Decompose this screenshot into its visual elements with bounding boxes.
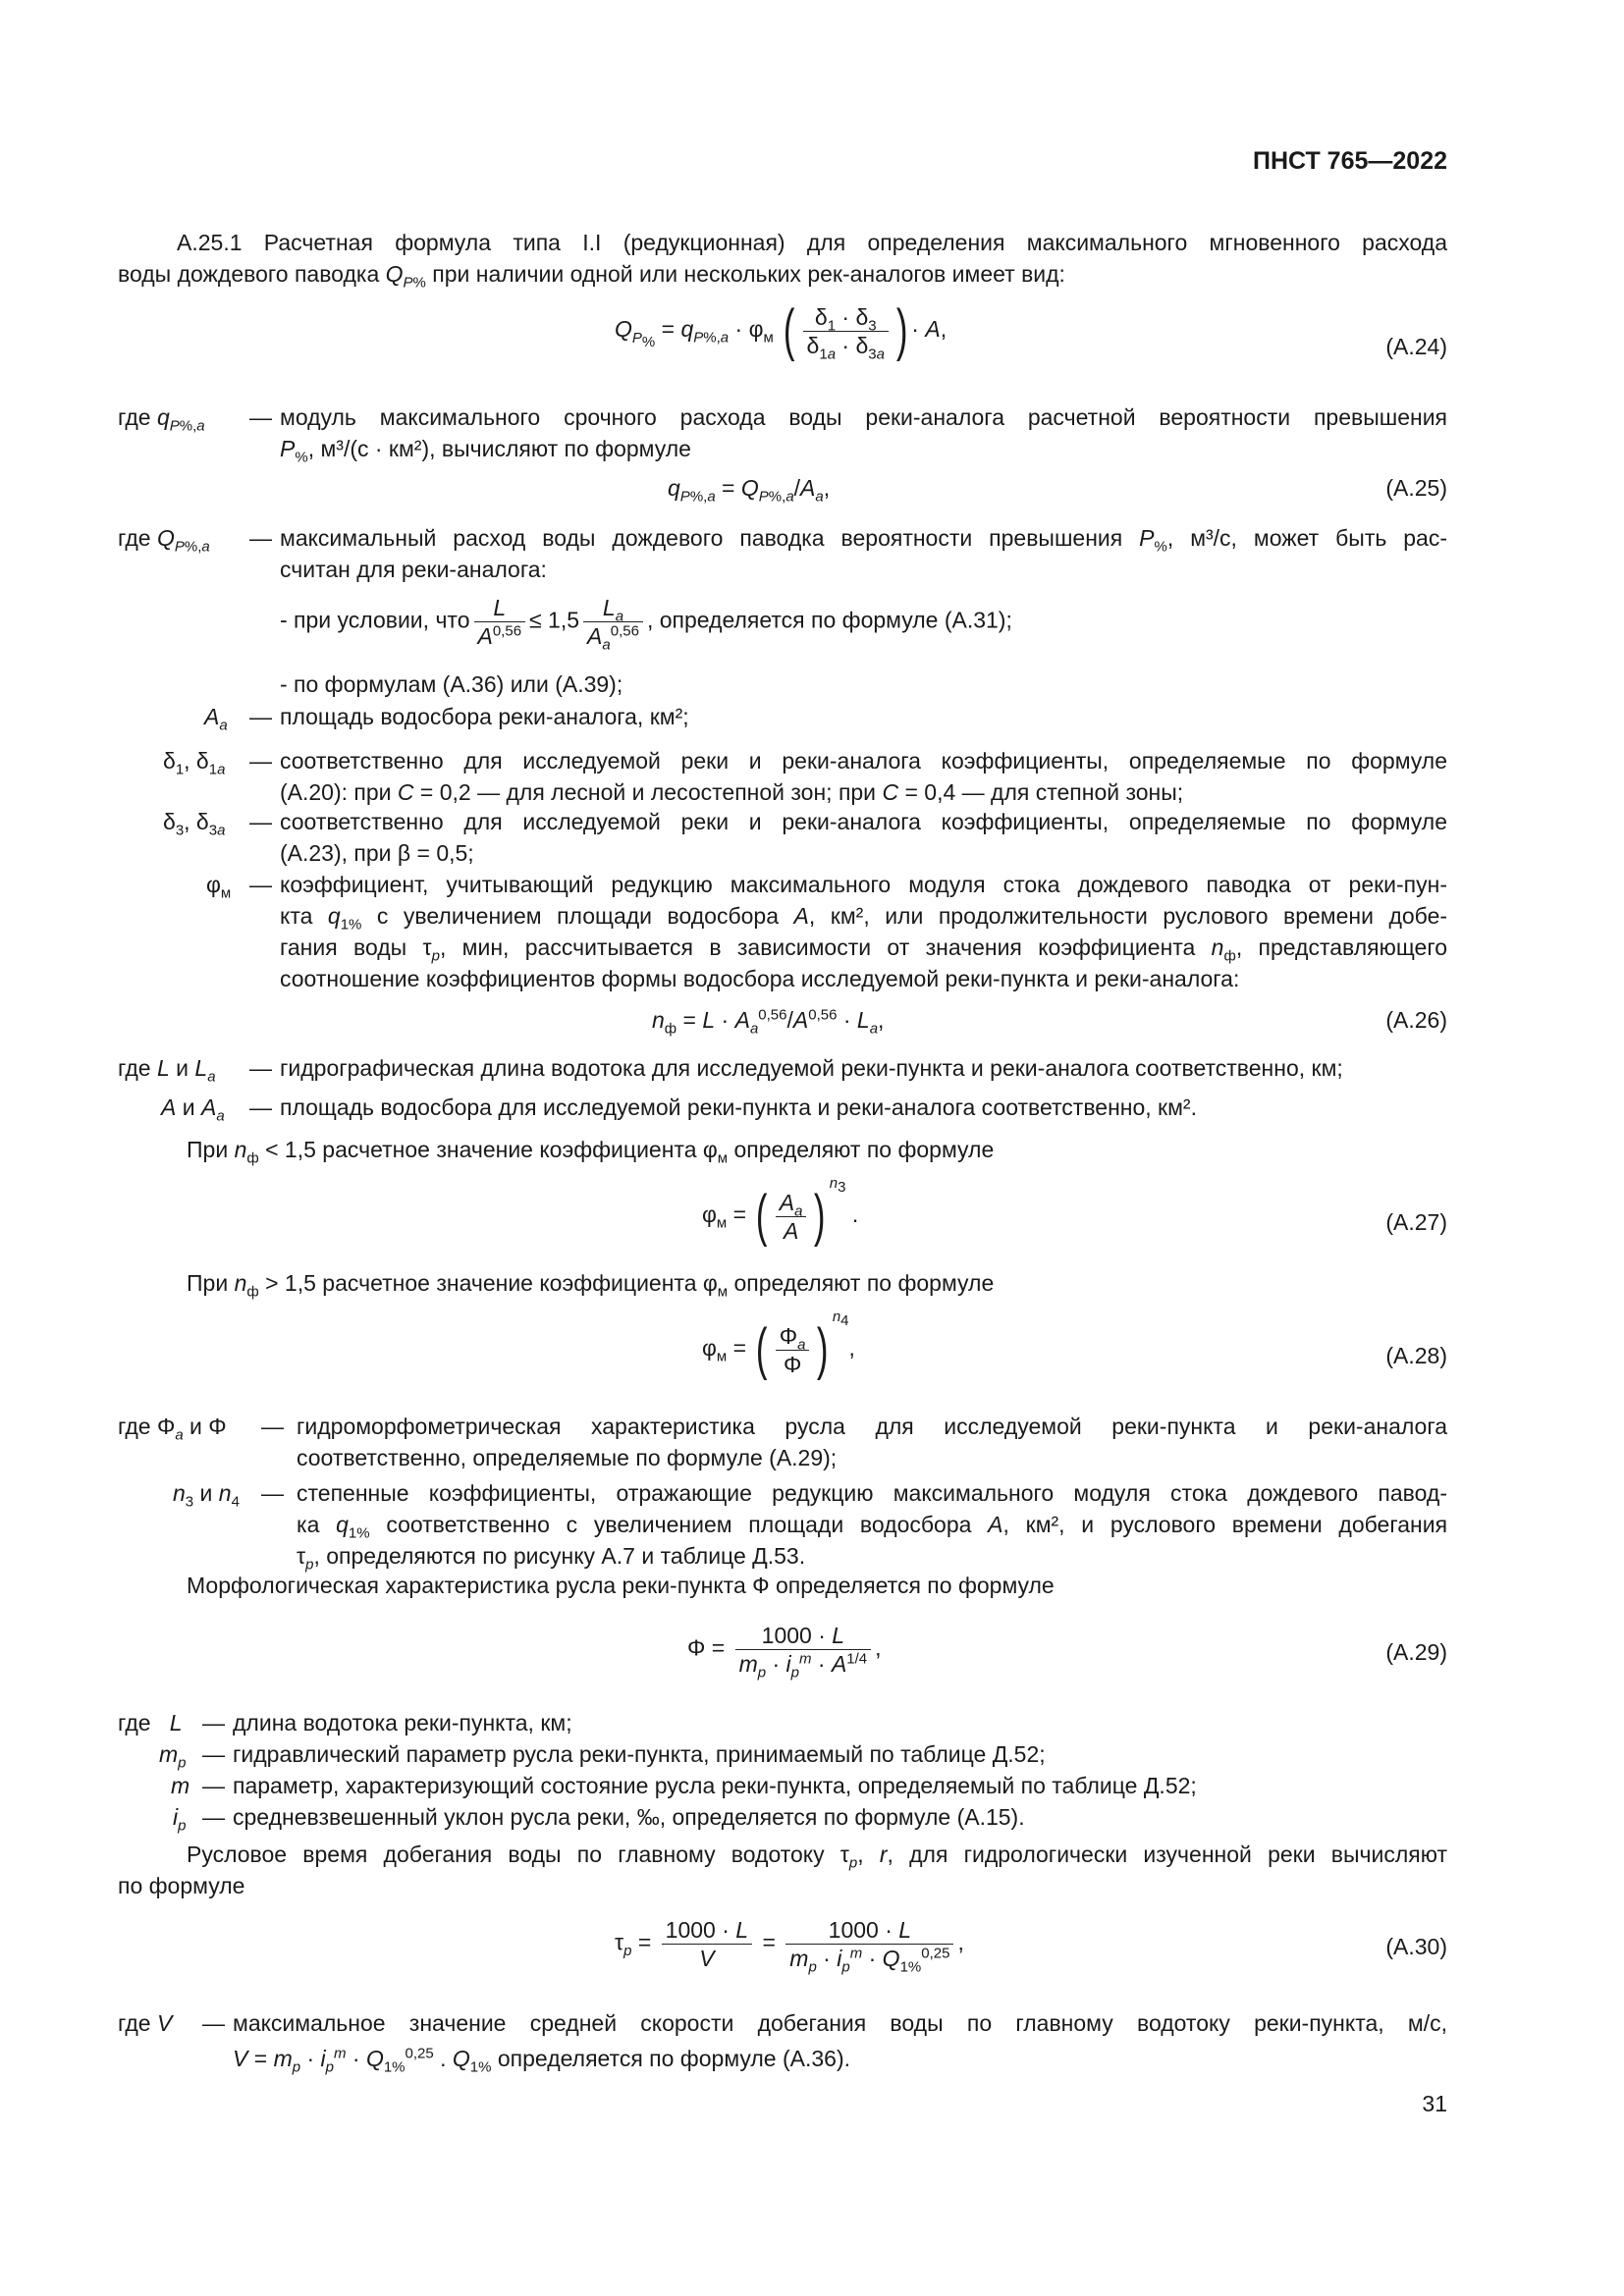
dash: —: [249, 1055, 272, 1081]
q-definition-line2: $P_{\%}$, м³/(с · км²), вычисляют по формуле: [280, 436, 691, 466]
phi-definition-line4: соотношение коэффициентов формы водосбора исследуемой реки-пункта и реки-аналога:: [280, 966, 1240, 991]
L-symbol: где L: [118, 1710, 183, 1735]
paragraph-n-greater: При $n_ф > 1,5$ расчетное значение коэффициента $\varphi_м$ определяют по формуле: [187, 1270, 995, 1301]
m-symbol: m: [171, 1773, 190, 1798]
dash: —: [202, 1741, 225, 1767]
delta3-definition-line2: (А.23), при β = 0,5;: [280, 840, 474, 866]
dash: —: [249, 704, 272, 729]
equation-number-a24: (А.24): [1385, 334, 1447, 359]
paragraph-a25-1-line2: воды дождевого паводка $Q_{P\%}$ при наличии одной или нескольких рек-аналогов имеет вид:: [118, 261, 1065, 292]
delta1-definition-line1: соответственно для исследуемой реки и реки-аналога коэффициенты, определяемые по формуле: [280, 748, 1447, 774]
n3-n4-symbol: $n_3$ и $n_4$: [173, 1480, 240, 1511]
Phi-definition-line1: гидроморфометрическая характеристика русла для исследуемой реки-пункта и реки-аналога: [297, 1414, 1447, 1439]
n3-n4-definition-line1: степенные коэффициенты, отражающие редукцию максимального модуля стока дождевого павод-: [297, 1480, 1447, 1506]
delta1-definition-line2: (А.20): при C = 0,2 — для лесной и лесостепной зон; при C = 0,4 — для степной зоны;: [280, 779, 1184, 805]
formula-a24: $Q_{P_{\%}} = q_{P\%,a} \cdot \varphi_м$ ( $\frac{\delta_1 \cdot \delta_3}{\delta_{1a} \cdot \delta_{3a}}$ ) · A,: [615, 298, 947, 363]
formulas-a36-a39-line: - по формулам (А.36) или (А.39);: [280, 671, 623, 697]
formula-a30: $\tau_p$ = $\frac{1000 \cdot L}{V}$ = $\frac{1000 \cdot L}{m_p \cdot i_p^m \cdot Q_{1\%}^{0,25}}$ ,: [615, 1917, 964, 1976]
dash: —: [202, 1773, 225, 1798]
m-definition: параметр, характеризующий состояние русла реки-пункта, определяемый по таблице Д.52;: [233, 1773, 1197, 1798]
paragraph-tau-line2: по формуле: [118, 1873, 245, 1898]
dash: —: [261, 1480, 284, 1506]
paragraph-tau-line1: Русловое время добегания воды по главному водотоку $\tau_p$, r, для гидрологически изученной реки вычисляют: [187, 1842, 1447, 1872]
phi-symbol: $\varphi_м$: [206, 872, 232, 902]
dash: —: [202, 1710, 225, 1735]
delta1-symbol: $\delta_1$, $\delta_{1a}$: [163, 748, 226, 778]
paragraph-a25-1-line1: А.25.1 Расчетная формула типа I.I (редукционная) для определения максимального мгновенного расхода: [177, 230, 1447, 255]
paragraph-n-less: При $n_ф < 1,5$ расчетное значение коэффициента $\varphi_м$ определяют по формуле: [187, 1137, 995, 1167]
V-symbol: где V: [118, 2010, 173, 2036]
delta3-symbol: $\delta_3$, $\delta_{3a}$: [163, 809, 226, 839]
where-Q-label: где $Q_{P\%,a}$: [118, 525, 210, 556]
mp-definition: гидравлический параметр русла реки-пункта, принимаемый по таблице Д.52;: [233, 1741, 1046, 1767]
mp-symbol: $m_p$: [159, 1741, 187, 1772]
Q-definition-line2: считан для реки-аналога:: [280, 557, 547, 582]
L-definition: длина водотока реки-пункта, км;: [233, 1710, 572, 1735]
paragraph-morphology: Морфологическая характеристика русла реки-пункта Ф определяется по формуле: [187, 1573, 1055, 1598]
A-Aa-definition: площадь водосбора для исследуемой реки-пункта и реки-аналога соответственно, км².: [280, 1095, 1197, 1120]
n3-n4-definition-line3: $\tau_p$, определяются по рисунку А.7 и таблице Д.53.: [297, 1543, 806, 1574]
formula-a28: $\varphi_м$ = ( $\frac{\Phi_a}{\Phi}$ )$^{n_4}$,: [702, 1308, 855, 1381]
V-definition-line1: максимальное значение средней скорости добегания воды по главному водотоку реки-пункта, м/с,: [233, 2010, 1447, 2036]
dash: —: [249, 809, 272, 834]
A-Aa-symbol: A и $A_a$: [161, 1095, 225, 1125]
Phi-symbol: где $\Phi_a$ и Φ: [118, 1414, 227, 1444]
equation-number-a30: (А.30): [1385, 1934, 1447, 1959]
ip-symbol: $i_p$: [173, 1804, 187, 1835]
dash: —: [249, 1095, 272, 1120]
phi-definition-line2: кта $q_{1\%}$ с увеличением площади водосбора A, км², или продолжительности руслового времени добе-: [280, 903, 1448, 934]
dash: —: [202, 2010, 225, 2036]
delta3-definition-line1: соответственно для исследуемой реки и реки-аналога коэффициенты, определяемые по формуле: [280, 809, 1447, 834]
dash: —: [249, 404, 272, 430]
V-definition-line2: $V = m_p \cdot i_p^m \cdot Q_{1\%}^{0,25}$ . $Q_{1\%}$ определяется по формуле (А.36).: [233, 2045, 851, 2076]
dash: —: [261, 1414, 284, 1439]
Aa-symbol: $A_a$: [204, 704, 228, 734]
page-number: 31: [1422, 2091, 1447, 2116]
Aa-definition: площадь водосбора реки-аналога, км²;: [280, 704, 689, 729]
phi-definition-line3: гания воды $\tau_p$, мин, рассчитывается в зависимости от значения коэффициента $n_ф$, представляющего: [280, 934, 1447, 965]
equation-number-a27: (А.27): [1385, 1209, 1447, 1235]
formula-a29: Φ = $\frac{1000 \cdot L}{m_p \cdot i_p^m \cdot A^{1/4}}$ ,: [687, 1623, 882, 1682]
L-La-symbol: где L и $L_a$: [118, 1055, 216, 1086]
formula-a27: $\varphi_м$ = ( $\frac{A_a}{A}$ )$^{n_3}$ .: [702, 1175, 859, 1248]
q-definition-line1: модуль максимального срочного расхода воды реки-аналога расчетной вероятности превышения: [280, 404, 1447, 430]
equation-number-a26: (А.26): [1385, 1007, 1447, 1033]
dash: —: [202, 1804, 225, 1830]
equation-number-a25: (А.25): [1385, 475, 1447, 501]
dash: —: [249, 748, 272, 774]
L-La-definition: гидрографическая длина водотока для исследуемой реки-пункта и реки-аналога соответственно, км;: [280, 1055, 1343, 1081]
Phi-definition-line2: соответственно, определяемые по формуле (А.29);: [297, 1445, 838, 1470]
formula-a25: $q_{P\%,a} = Q_{P\%,a}/A_a$,: [668, 475, 831, 506]
formula-a26: $n_ф = L \cdot A_a^{0,56}/A^{0,56} \cdot L_a$,: [652, 1006, 885, 1038]
phi-definition-line1: коэффициент, учитывающий редукцию максимального модуля стока дождевого паводка от реки-пун-: [280, 872, 1447, 897]
dash: —: [249, 872, 272, 897]
n3-n4-definition-line2: ка $q_{1\%}$ соответственно с увеличением площади водосбора A, км², и руслового времени добегания: [297, 1512, 1448, 1542]
condition-line: - при условии, что $\frac{L}{A^{0,56}}$ ≤ 1,5 $\frac{L_a}{A_a^{0,56}}$ , определяется по формуле (А.31);: [280, 595, 1012, 654]
where-q-label: где $q_{P\%,a}$: [118, 404, 205, 435]
dash: —: [249, 525, 272, 551]
equation-number-a28: (А.28): [1385, 1343, 1447, 1368]
document-number: ПНСТ 765—2022: [1253, 147, 1447, 175]
equation-number-a29: (А.29): [1385, 1639, 1447, 1665]
ip-definition: средневзвешенный уклон русла реки, ‰, определяется по формуле (А.15).: [233, 1804, 1025, 1830]
Q-definition-line1: максимальный расход воды дождевого паводка вероятности превышения $P_{\%}$, м³/с, может быть рас-: [280, 525, 1448, 556]
